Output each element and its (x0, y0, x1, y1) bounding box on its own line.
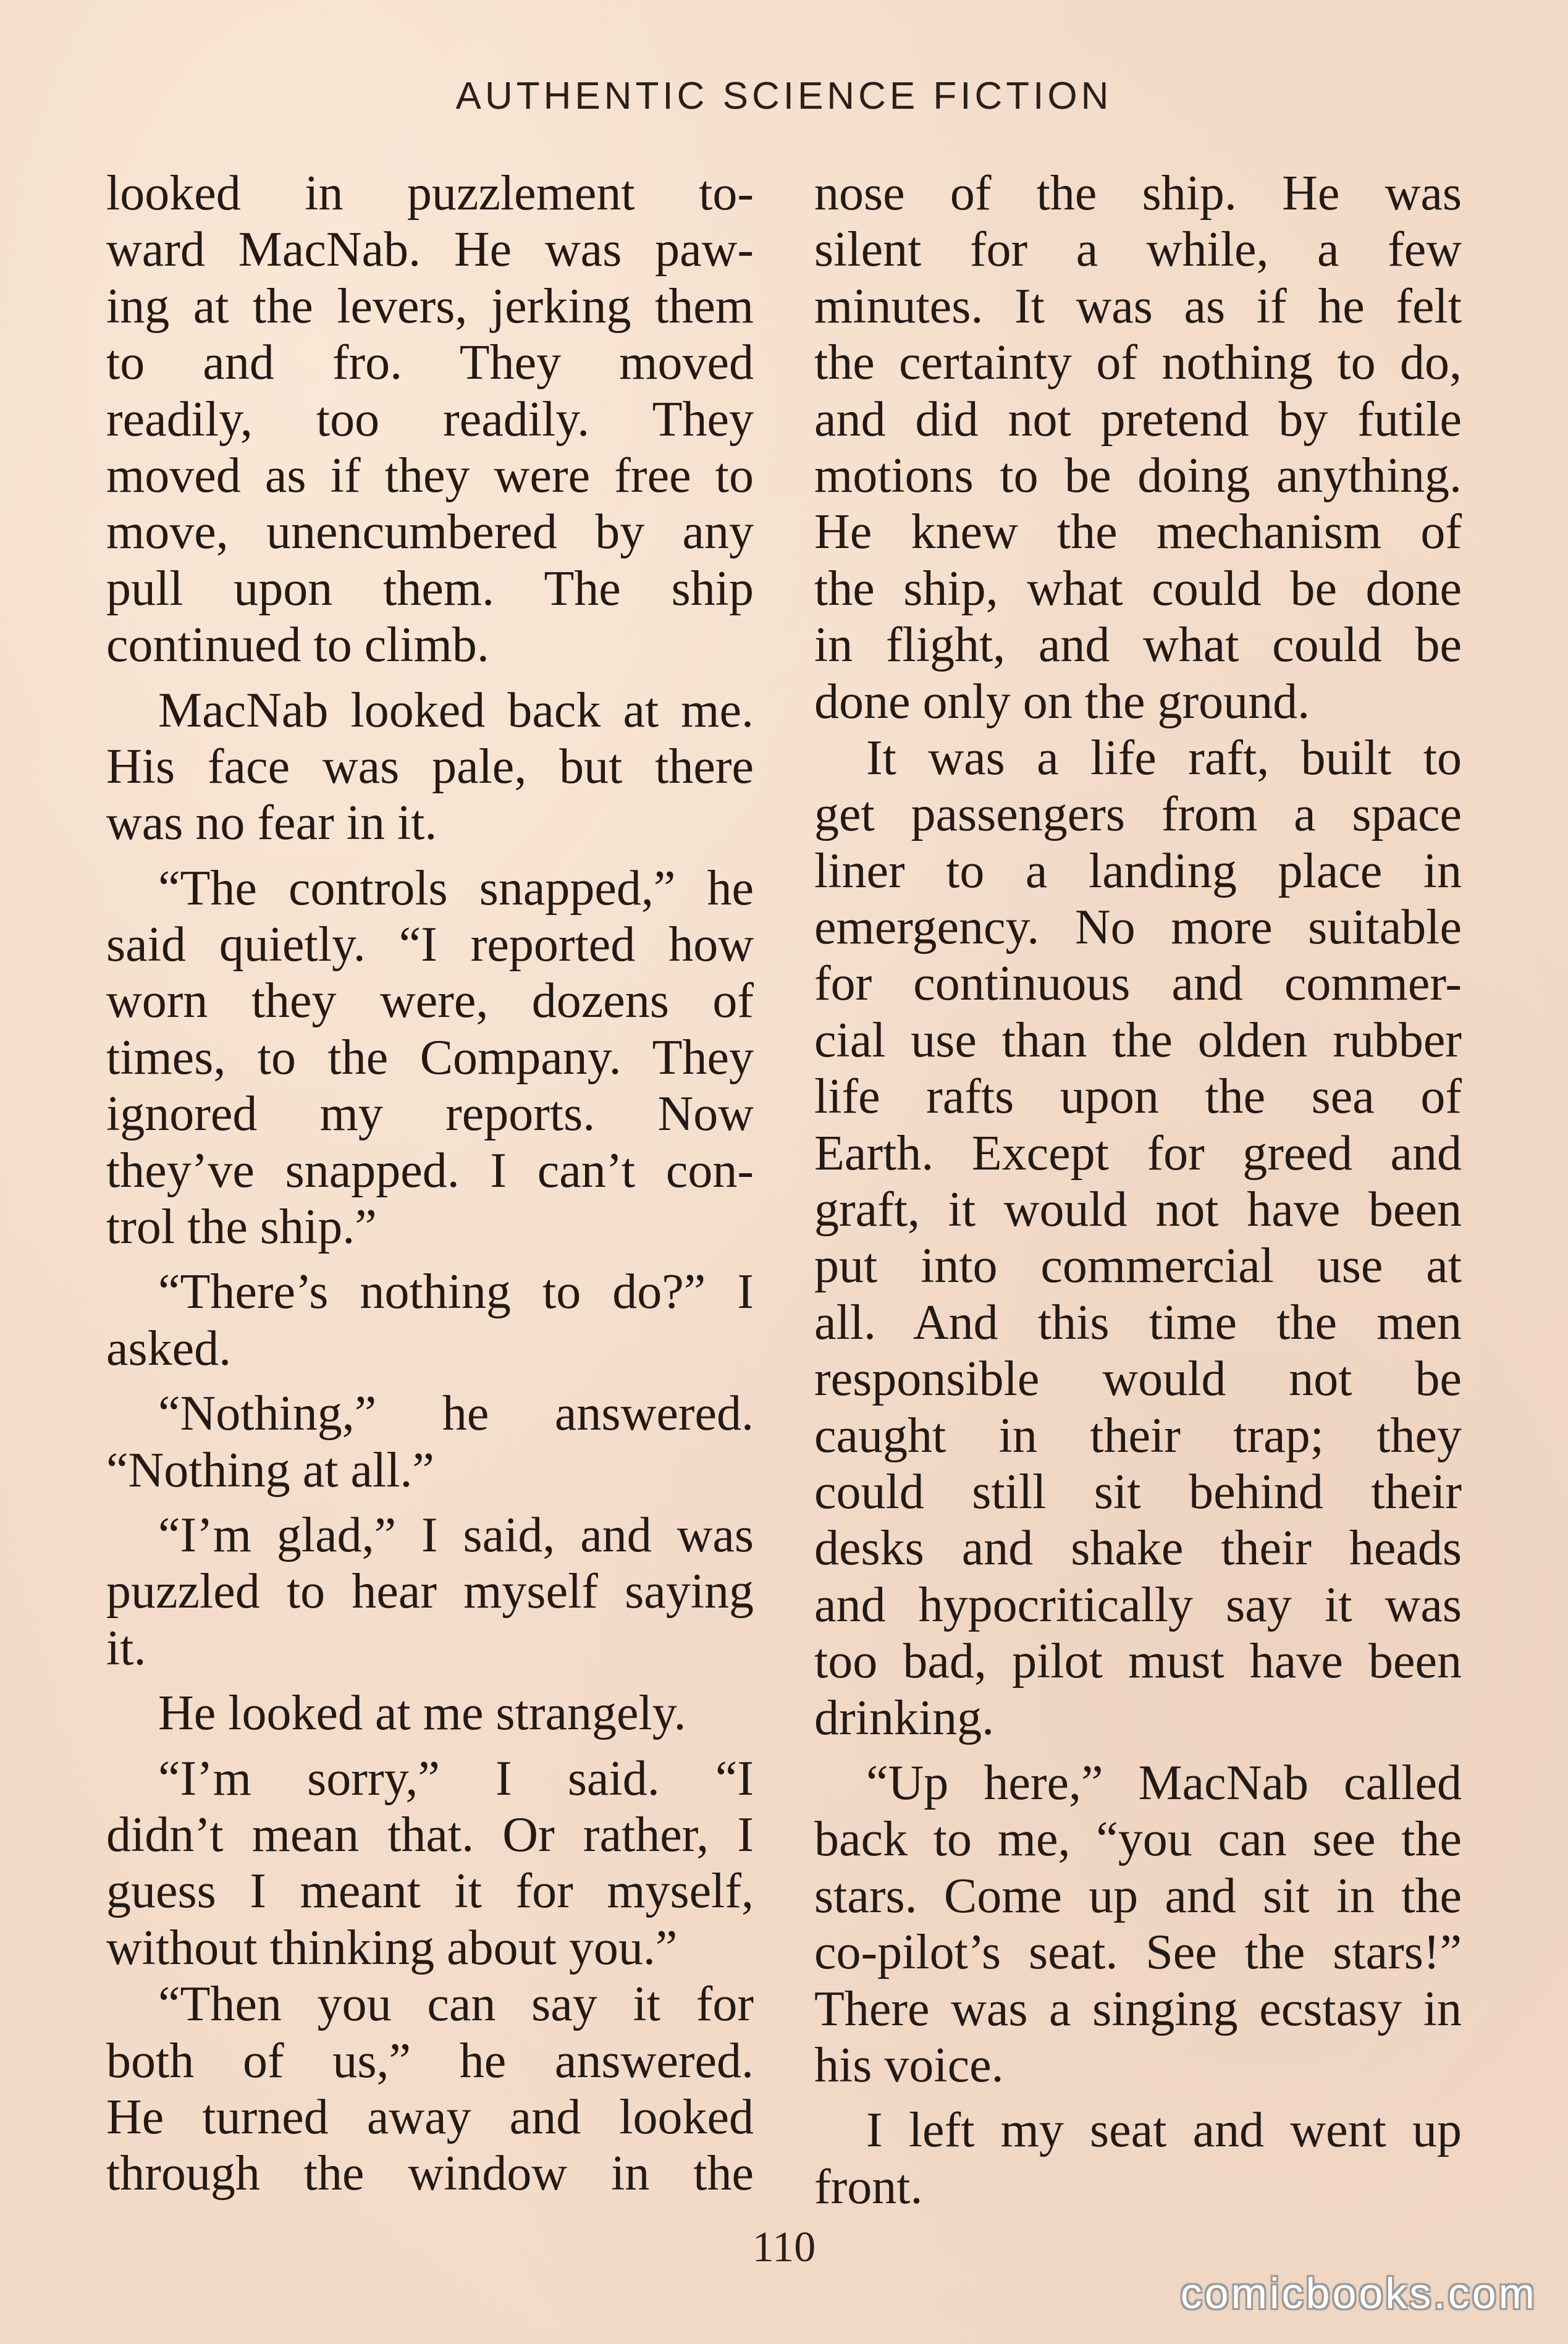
text-line: His face was pale, but there (106, 739, 754, 794)
text-line: liner to a landing place in (814, 843, 1462, 898)
text-line: moved as if they were free to (106, 448, 754, 503)
text-line: through the window in the (106, 2146, 754, 2201)
text-line: move, unencumbered by any (106, 505, 754, 560)
text-line: asked. (106, 1321, 232, 1376)
text-line: ignored my reports. Now (106, 1087, 754, 1142)
text-line: It was a life raft, built to (866, 730, 1462, 785)
text-line: in flight, and what could be (814, 618, 1462, 673)
text-line: trol the ship.” (106, 1200, 377, 1255)
text-line: “Nothing at all.” (106, 1443, 434, 1498)
text-line: both of us,” he answered. (106, 2033, 754, 2088)
text-line: puzzled to hear myself saying (106, 1564, 754, 1619)
paragraph-gap (106, 1377, 754, 1386)
text-line: MacNab looked back at me. (158, 683, 754, 738)
text-line: desks and shake their heads (814, 1521, 1462, 1576)
paragraph-gap (106, 674, 754, 683)
text-line: Earth. Except for greed and (814, 1126, 1462, 1181)
running-head-title: AUTHENTIC SCIENCE FICTION (455, 75, 1113, 117)
paragraph-gap (814, 1747, 1462, 1755)
paragraph-gap (106, 1255, 754, 1264)
text-line: front. (814, 2159, 923, 2214)
text-line: There was a singing ecstasy in (814, 1981, 1462, 2036)
text-line: they’ve snapped. I can’t con- (106, 1143, 754, 1198)
text-line: guess I meant it for myself, (106, 1864, 754, 1919)
text-line: too bad, pilot must have been (814, 1634, 1462, 1689)
text-line: stars. Come up and sit in the (814, 1868, 1462, 1923)
paragraph-gap (106, 1499, 754, 1507)
text-line: said quietly. “I reported how (106, 917, 754, 972)
text-line: looked in puzzlement to- (106, 166, 754, 221)
text-line: didn’t mean that. Or rather, I (106, 1807, 754, 1862)
text-line: get passengers from a space (814, 787, 1462, 842)
text-line: without thinking about you.” (106, 1920, 678, 1975)
text-line: and did not pretend by futile (814, 392, 1462, 447)
text-line: ing at the levers, jerking them (106, 279, 754, 334)
text-line: put into commercial use at (814, 1239, 1462, 1294)
text-line: “Then you can say it for (158, 1977, 754, 2032)
text-line: could still sit behind their (814, 1464, 1462, 1519)
text-line: and hypocritically say it was (814, 1577, 1462, 1632)
paragraph-gap (814, 2094, 1462, 2102)
text-line: “I’m glad,” I said, and was (158, 1507, 754, 1562)
text-line: He knew the mechanism of (814, 505, 1462, 560)
paragraph-gap (106, 852, 754, 861)
text-line: life rafts upon the sea of (814, 1069, 1462, 1124)
text-line: was no fear in it. (106, 796, 437, 851)
text-line: times, to the Company. They (106, 1030, 754, 1085)
text-line: all. And this time the men (814, 1295, 1462, 1350)
text-line: continued to climb. (106, 618, 489, 673)
text-line: “The controls snapped,” he (158, 861, 754, 916)
text-line: for continuous and commer- (814, 956, 1462, 1011)
text-line: “I’m sorry,” I said. “I (158, 1751, 754, 1806)
text-line: emergency. No more suitable (814, 900, 1462, 955)
text-line: pull upon them. The ship (106, 561, 754, 616)
text-line: co-pilot’s seat. See the stars!” (814, 1925, 1462, 1980)
text-line: done only on the ground. (814, 674, 1310, 729)
watermark-logo: comicbooks.com (1180, 2269, 1537, 2317)
text-line: the ship, what could be done (814, 561, 1462, 616)
text-line: He turned away and looked (106, 2089, 754, 2144)
text-line: “Up here,” MacNab called (866, 1755, 1462, 1810)
text-line: ward MacNab. He was paw- (106, 222, 754, 277)
text-line: “Nothing,” he answered. (158, 1386, 754, 1441)
text-line: caught in their trap; they (814, 1408, 1462, 1463)
text-line: responsible would not be (814, 1352, 1462, 1407)
text-line: worn they were, dozens of (106, 974, 754, 1029)
text-line: He looked at me strangely. (158, 1686, 686, 1741)
paragraph-gap (106, 1742, 754, 1751)
text-line: back to me, “you can see the (814, 1812, 1462, 1867)
text-line: readily, too readily. They (106, 392, 754, 447)
text-column-left (106, 166, 754, 2203)
text-column-right (814, 166, 1462, 2215)
text-line: I left my seat and went up (866, 2103, 1462, 2158)
text-line: nose of the ship. He was (814, 166, 1462, 221)
text-line: “There’s nothing to do?” I (158, 1265, 754, 1320)
text-line: drinking. (814, 1690, 995, 1745)
text-line: silent for a while, a few (814, 222, 1462, 277)
text-line: it. (106, 1621, 146, 1676)
text-line: to and fro. They moved (106, 335, 754, 390)
text-line: cial use than the olden rubber (814, 1013, 1462, 1068)
text-line: the certainty of nothing to do, (814, 335, 1462, 390)
page-number: 110 (752, 2224, 816, 2271)
text-line: his voice. (814, 2038, 1004, 2093)
text-line: motions to be doing anything. (814, 448, 1462, 503)
paragraph-gap (106, 1677, 754, 1685)
text-line: minutes. It was as if he felt (814, 279, 1462, 334)
text-line: graft, it would not have been (814, 1183, 1462, 1237)
